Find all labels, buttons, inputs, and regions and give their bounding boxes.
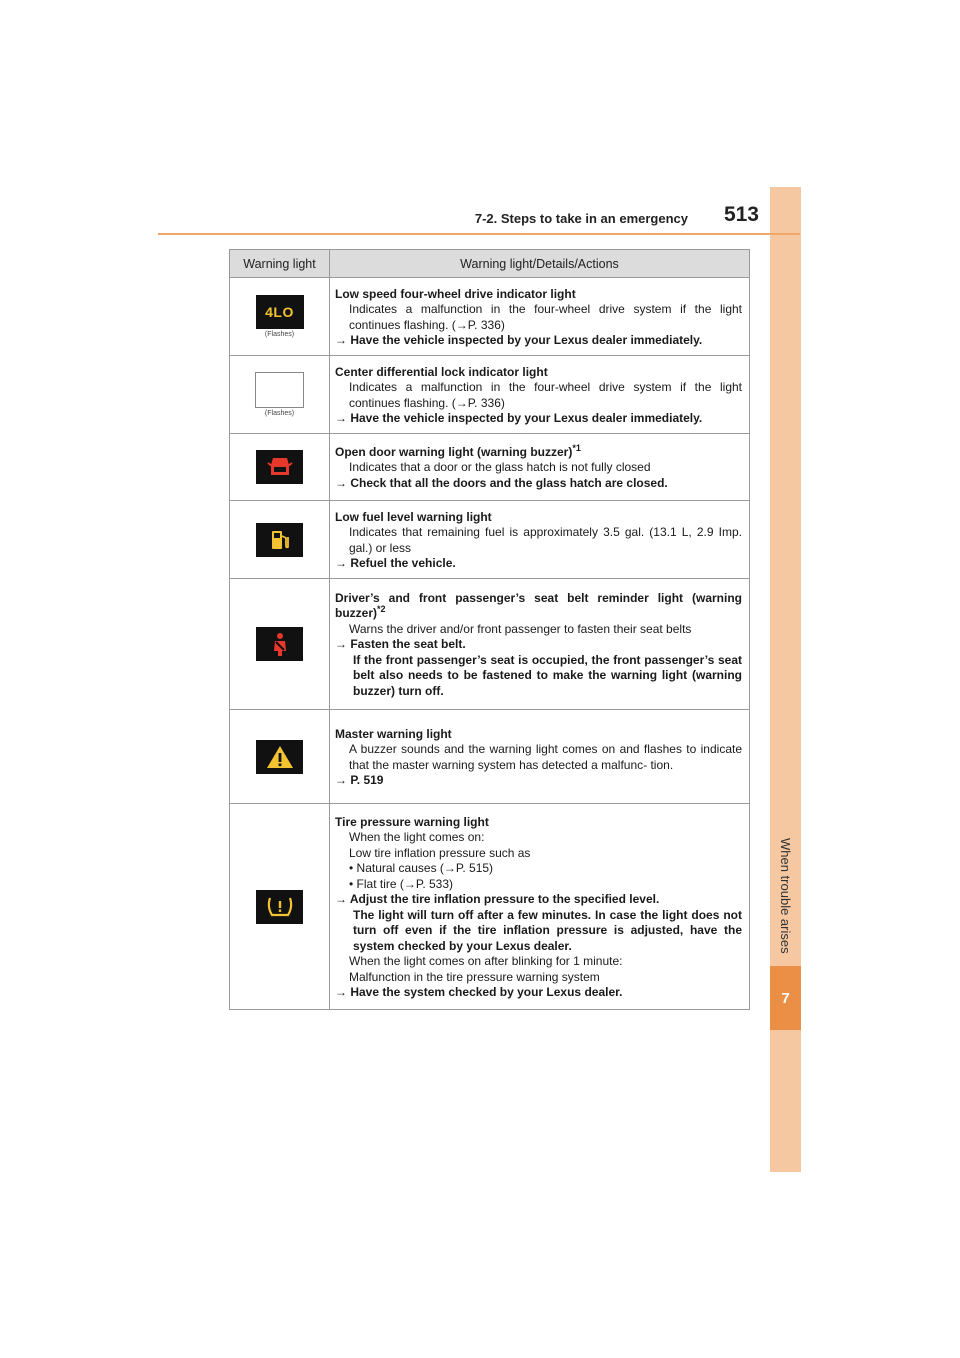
row-sub-action: The light will turn off after a few minutes. In case the light does not turn off even if the tire inflation pressure is adjusted, have the system checked by your Lexus dealer. <box>353 907 742 953</box>
fuel-pump-icon <box>256 523 303 557</box>
row-title-text: Open door warning light (warning buzzer) <box>335 444 573 459</box>
table-row <box>230 579 750 710</box>
row-detail-line: When the light comes on: <box>349 830 485 844</box>
table-row <box>230 434 750 501</box>
icon-cell <box>230 579 330 710</box>
icon-cell <box>230 434 330 501</box>
table-row <box>230 356 750 434</box>
row-action: → Fasten the seat belt. <box>335 637 466 652</box>
row-detail: Indicates that a door or the glass hatch is not fully closed <box>349 460 651 475</box>
row-action: → Check that all the doors and the glass hatch are closed. <box>335 475 668 490</box>
row-detail-line: When the light comes on after blinking for 1 minute: <box>349 954 623 968</box>
row-title: Center differential lock indicator light <box>335 364 548 379</box>
table-row <box>230 278 750 356</box>
seat-belt-reminder-icon <box>256 627 303 661</box>
center-diff-lock-icon <box>255 372 304 408</box>
row-detail-line: Malfunction in the tire pressure warning system <box>349 969 600 984</box>
row-detail: A buzzer sounds and the warning light comes on and flashes to indicate that the master warning system has detected a malfunc- tion. <box>349 742 742 772</box>
icon-cell <box>230 804 330 1010</box>
details-cell <box>330 278 750 356</box>
bullet-item: • Natural causes (→P. 515) <box>349 861 494 875</box>
footnote-marker: *1 <box>572 442 581 453</box>
icon-cell <box>230 501 330 579</box>
row-detail-line: Low tire inflation pressure such as <box>349 845 531 860</box>
open-door-warning-icon <box>256 450 303 484</box>
details-cell <box>330 501 750 579</box>
row-action: → P. 519 <box>335 773 384 787</box>
row-action: → Have the system checked by your Lexus dealer. <box>335 985 623 999</box>
icon-cell <box>230 710 330 804</box>
warning-lights-table <box>229 249 750 1010</box>
row-action: → Have the vehicle inspected by your Lexus dealer immediately. <box>335 411 703 425</box>
details-cell <box>330 804 750 1010</box>
row-detail: Warns the driver and/or front passenger to fasten their seat belts <box>349 621 692 636</box>
tire-pressure-warning-icon <box>256 890 303 924</box>
page-number: 513 <box>723 203 759 226</box>
details-cell <box>330 710 750 804</box>
flashes-note: (Flashes) <box>264 410 295 417</box>
header-details: Warning light/Details/Actions <box>330 250 750 278</box>
details-cell <box>330 434 750 501</box>
bullet-item: • Flat tire (→P. 533) <box>349 876 454 891</box>
row-action: → Refuel the vehicle. <box>335 556 456 570</box>
chapter-number-badge: 7 <box>770 966 801 1030</box>
four-lo-indicator-icon: 4LO <box>256 295 304 329</box>
row-title: Low speed four-wheel drive indicator light <box>335 286 576 301</box>
icon-cell <box>230 356 330 434</box>
row-title-text: Driver’s and front passenger’s seat belt reminder light (warning buzzer) <box>335 590 742 621</box>
table-row <box>230 710 750 804</box>
table-row <box>230 501 750 579</box>
row-action: → Adjust the tire inflation pressure to the specified level. <box>335 892 660 906</box>
table-header-row <box>230 250 750 278</box>
table-row <box>230 804 750 1010</box>
header-warning-light: Warning light <box>230 250 330 278</box>
row-title: Tire pressure warning light <box>335 814 489 829</box>
row-detail: Indicates a malfunction in the four-wheel drive system if the light continues flashing. (→P. 336) <box>349 380 742 410</box>
header-rule <box>158 233 800 235</box>
row-detail: Indicates a malfunction in the four-wheel drive system if the light continues flashing. (→P. 336) <box>349 302 742 332</box>
details-cell <box>330 579 750 710</box>
row-sub-action: If the front passenger’s seat is occupied, the front passenger’s seat belt also needs to be fastened to make the warning light (warning buzzer) turn off. <box>353 652 742 698</box>
details-cell <box>330 356 750 434</box>
flashes-note: (Flashes) <box>264 331 295 338</box>
row-title <box>335 442 742 461</box>
row-title <box>335 591 742 622</box>
icon-cell <box>230 278 330 356</box>
running-head: 7-2. Steps to take in an emergency <box>474 211 688 226</box>
footnote-marker: *2 <box>377 604 386 615</box>
row-title: Master warning light <box>335 726 452 741</box>
row-detail: Indicates that remaining fuel is approximately 3.5 gal. (13.1 L, 2.9 Imp. gal.) or less <box>349 525 742 555</box>
row-title: Low fuel level warning light <box>335 509 492 524</box>
row-action: → Have the vehicle inspected by your Lexus dealer immediately. <box>335 333 703 347</box>
master-warning-icon <box>256 740 303 774</box>
chapter-title-text: When trouble arises <box>778 838 793 954</box>
